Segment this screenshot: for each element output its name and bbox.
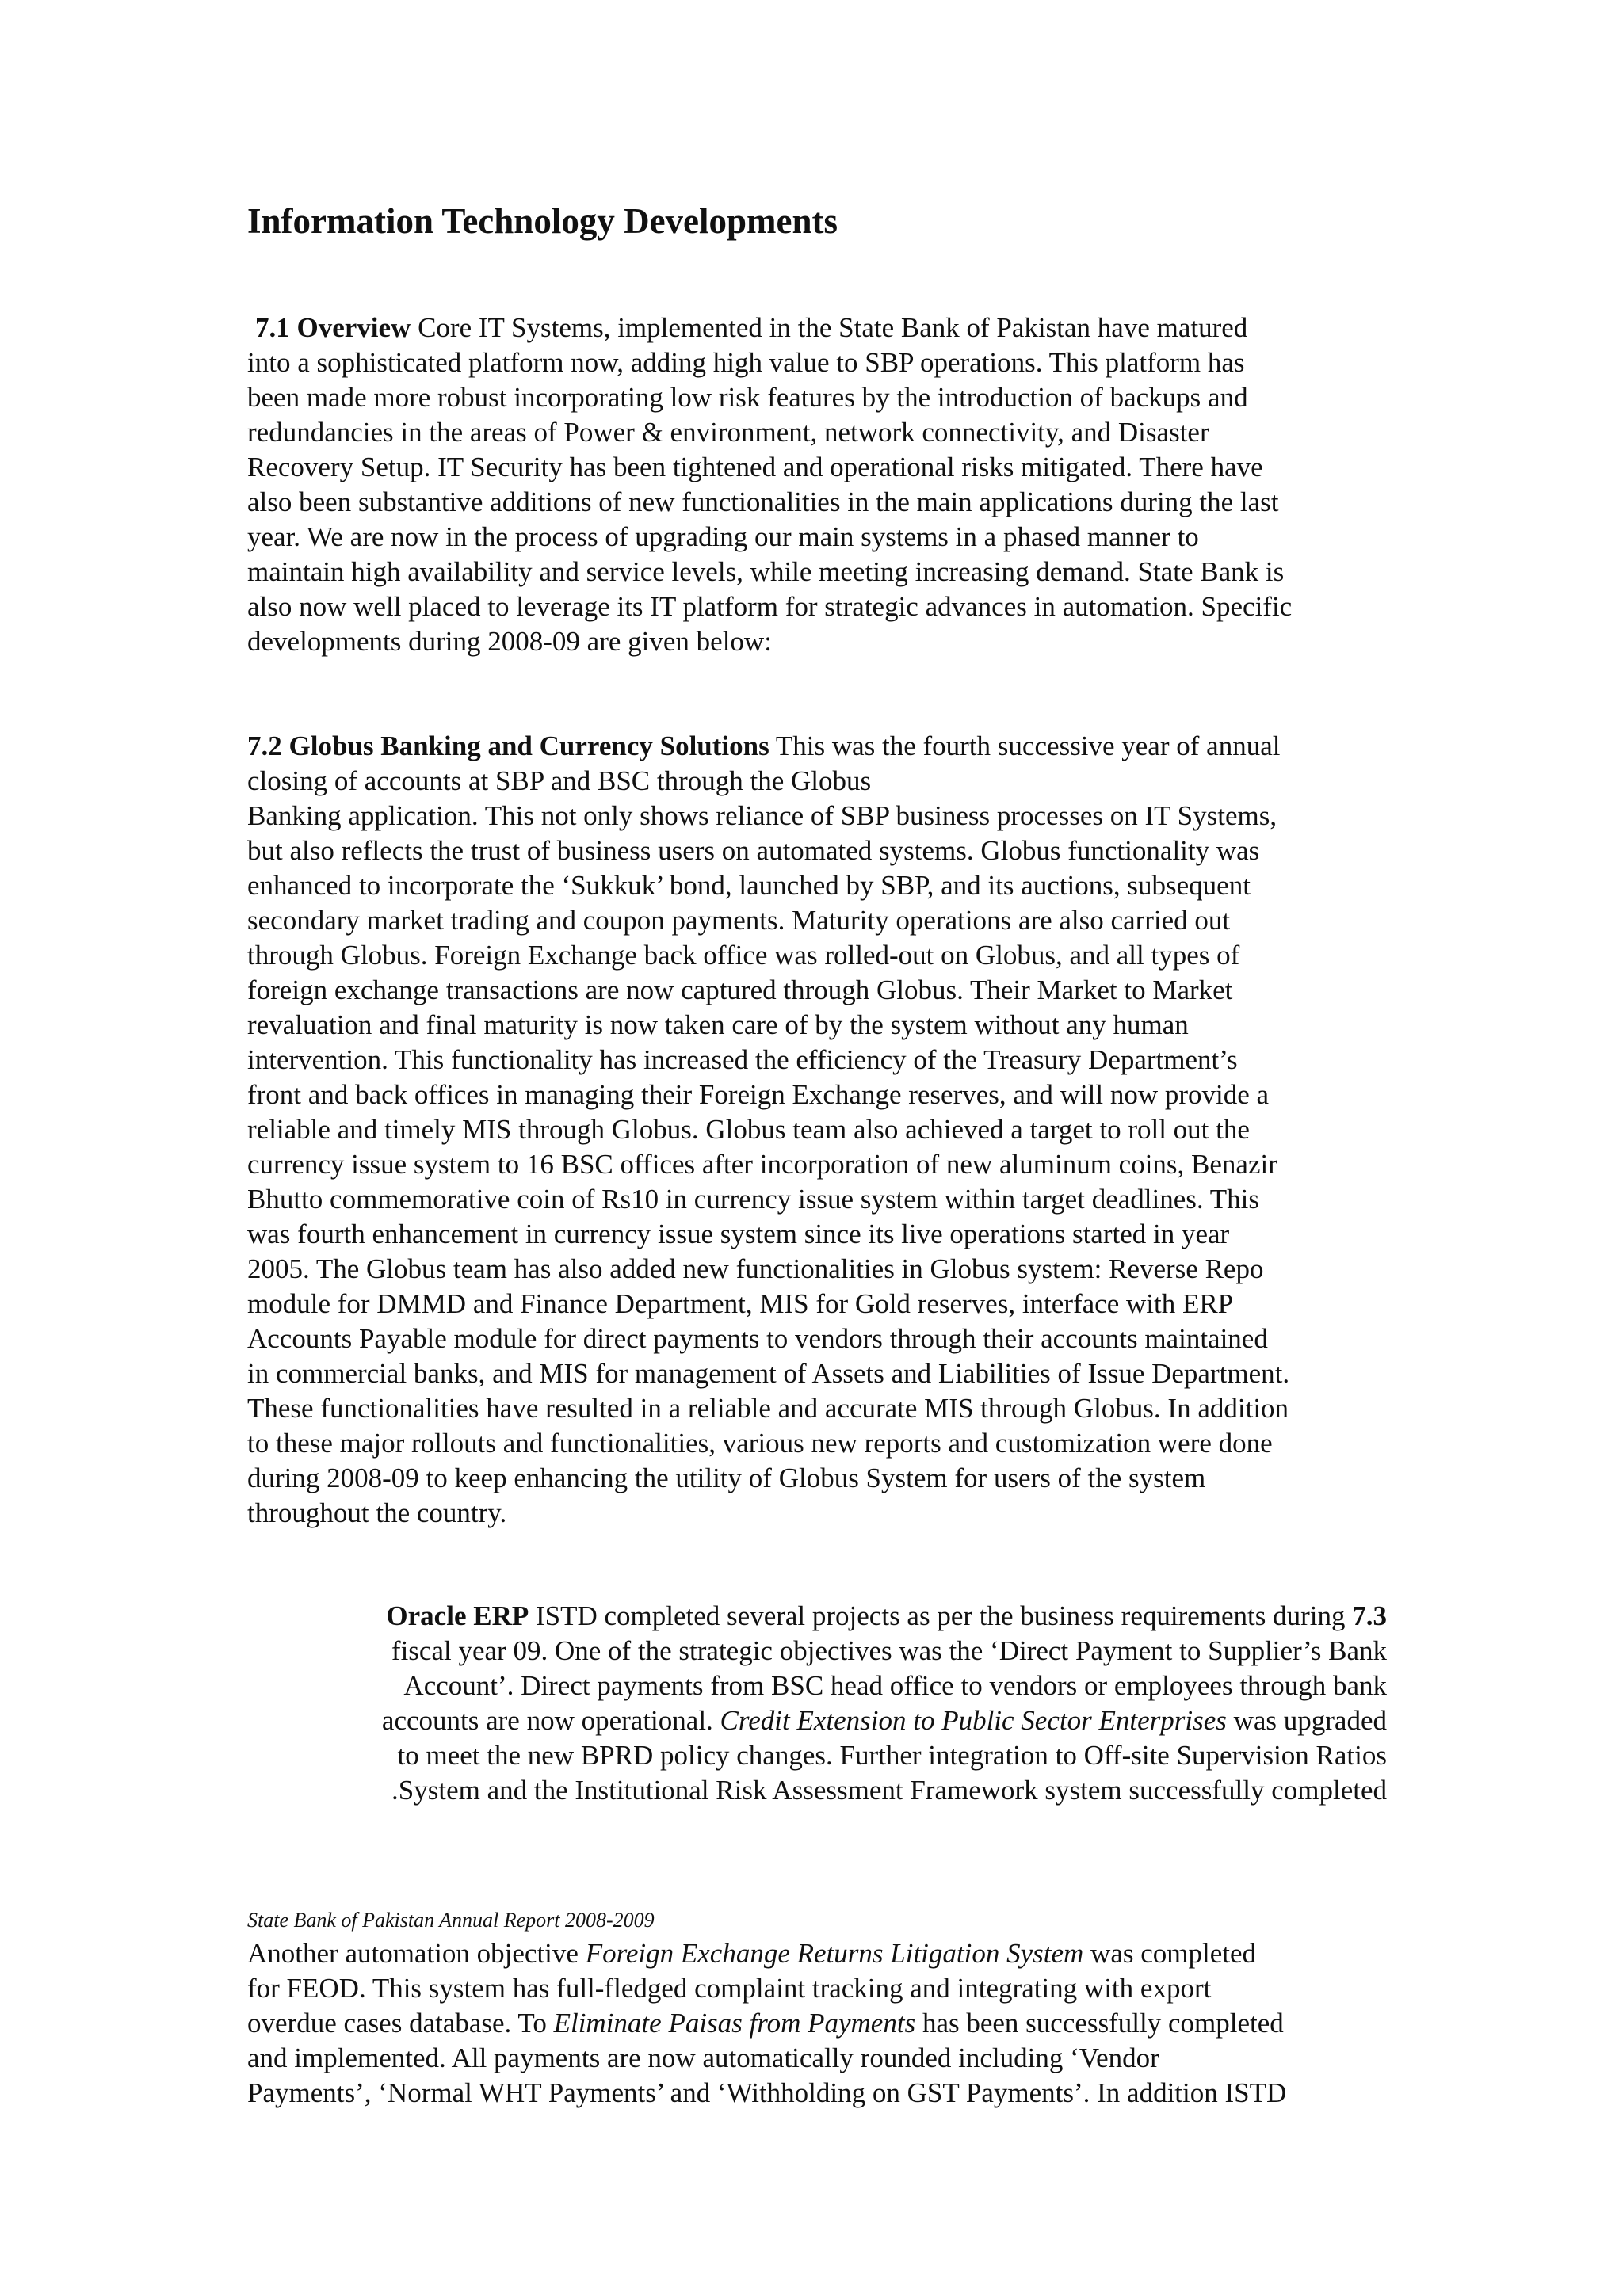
continuation-line: for FEOD. This system has full-fledged complaint tracking and integrating with export xyxy=(247,1973,1212,2004)
globus-line: foreign exchange transactions are now captured through Globus. Their Market to Market xyxy=(247,974,1233,1005)
overview-line: maintain high availability and service levels, while meeting increasing demand. State Bank is xyxy=(247,556,1285,587)
globus-line: closing of accounts at SBP and BSC through the Globus xyxy=(247,765,872,796)
eliminate-paisas-title: Eliminate Paisas from Payments xyxy=(553,2008,916,2039)
section-heading-7-1: 7.1 Overview xyxy=(255,312,411,343)
globus-text: This was the fourth successive year of annual xyxy=(769,730,1281,761)
globus-line: in commercial banks, and MIS for management of Assets and Liabilities of Issue Department. xyxy=(247,1358,1290,1389)
globus-line: through Globus. Foreign Exchange back office was rolled-out on Globus, and all types of xyxy=(247,940,1240,971)
fx-returns-system-title: Foreign Exchange Returns Litigation System xyxy=(585,1938,1084,1969)
globus-line: module for DMMD and Finance Department, MIS for Gold reserves, interface with ERP xyxy=(247,1288,1234,1319)
continuation-line xyxy=(247,1936,1256,1971)
overview-line: also now well placed to leverage its IT platform for strategic advances in automation. Specific xyxy=(247,591,1293,622)
globus-line: secondary market trading and coupon payments. Maturity operations are also carried out xyxy=(247,905,1231,936)
continuation-text: Another automation objective xyxy=(247,1938,586,1969)
overview-text: Core IT Systems, implemented in the State Bank of Pakistan have matured xyxy=(411,312,1248,343)
oracle-erp-text: was upgraded xyxy=(1226,1705,1387,1736)
oracle-erp-line: fiscal year 09. One of the strategic objectives was the ‘Direct Payment to Supplier’s Bank xyxy=(391,1635,1387,1666)
continuation-text: was completed xyxy=(1083,1938,1257,1969)
section-heading-7-2: 7.2 Globus Banking and Currency Solutions xyxy=(247,730,769,761)
globus-line: but also reflects the trust of business users on automated systems. Globus functionality was xyxy=(247,835,1260,866)
continuation-line xyxy=(247,2006,1284,2041)
globus-line: 2005. The Globus team has also added new functionalities in Globus system: Reverse Repo xyxy=(247,1253,1264,1284)
overview-line: developments during 2008-09 are given below: xyxy=(247,626,772,657)
globus-line: reliable and timely MIS through Globus. Globus team also achieved a target to roll out the xyxy=(247,1114,1250,1145)
overview-line: year. We are now in the process of upgrading our main systems in a phased manner to xyxy=(247,521,1199,552)
globus-line: Banking application. This not only shows reliance of SBP business processes on IT Systems, xyxy=(247,800,1277,831)
globus-line: Accounts Payable module for direct payments to vendors through their accounts maintained xyxy=(247,1323,1268,1354)
overview-line: into a sophisticated platform now, adding high value to SBP operations. This platform has xyxy=(247,347,1245,378)
globus-line: throughout the country. xyxy=(247,1497,507,1528)
overview-line: Recovery Setup. IT Security has been tightened and operational risks mitigated. There have xyxy=(247,452,1263,482)
oracle-erp-text: ISTD completed several projects as per the business requirements during xyxy=(529,1600,1353,1631)
overview-line: redundancies in the areas of Power & environment, network connectivity, and Disaster xyxy=(247,417,1209,448)
overview-line xyxy=(255,311,1247,345)
globus-line: was fourth enhancement in currency issue system since its live operations started in year xyxy=(247,1219,1230,1249)
continuation-text: has been successfully completed xyxy=(915,2008,1284,2039)
globus-line: Bhutto commemorative coin of Rs10 in currency issue system within target deadlines. This xyxy=(247,1184,1259,1215)
globus-line: during 2008-09 to keep enhancing the utility of Globus System for users of the system xyxy=(247,1463,1206,1493)
globus-line: intervention. This functionality has increased the efficiency of the Treasury Department’s xyxy=(247,1044,1238,1075)
oracle-erp-line: .System and the Institutional Risk Assessment Framework system successfully completed xyxy=(391,1775,1387,1806)
oracle-erp-line: Account’. Direct payments from BSC head office to vendors or employees through bank xyxy=(403,1670,1387,1701)
globus-line: These functionalities have resulted in a reliable and accurate MIS through Globus. In addition xyxy=(247,1393,1289,1424)
overview-line: been made more robust incorporating low risk features by the introduction of backups and xyxy=(247,382,1248,413)
section-heading-oracle-erp: Oracle ERP xyxy=(386,1600,529,1631)
credit-extension-title: Credit Extension to Public Sector Enterprises xyxy=(720,1705,1227,1736)
globus-line: revaluation and final maturity is now taken care of by the system without any human xyxy=(247,1009,1189,1040)
continuation-line: Payments’, ‘Normal WHT Payments’ and ‘Withholding on GST Payments’. In addition ISTD xyxy=(247,2077,1287,2108)
oracle-erp-line xyxy=(382,1703,1387,1738)
continuation-line: and implemented. All payments are now automatically rounded including ‘Vendor xyxy=(247,2042,1159,2073)
overview-line: also been substantive additions of new functionalities in the main applications during the last xyxy=(247,486,1279,517)
globus-line: enhanced to incorporate the ‘Sukkuk’ bond, launched by SBP, and its auctions, subsequent xyxy=(247,870,1251,901)
page-title: Information Technology Developments xyxy=(247,201,838,241)
oracle-erp-line: to meet the new BPRD policy changes. Further integration to Off-site Supervision Ratios xyxy=(397,1740,1387,1771)
globus-line xyxy=(247,729,1280,764)
globus-line: currency issue system to 16 BSC offices after incorporation of new aluminum coins, Benazir xyxy=(247,1149,1277,1180)
globus-line: to these major rollouts and functionalities, various new reports and customization were done xyxy=(247,1428,1273,1459)
oracle-erp-text: accounts are now operational. xyxy=(381,1705,720,1736)
section-number-7-3: 7.3 xyxy=(1352,1600,1387,1631)
oracle-erp-line xyxy=(386,1599,1387,1634)
report-footer: State Bank of Pakistan Annual Report 2008-2009 xyxy=(247,1909,655,1932)
continuation-text: overdue cases database. To xyxy=(247,2008,554,2039)
globus-line: front and back offices in managing their Foreign Exchange reserves, and will now provide a xyxy=(247,1079,1270,1110)
